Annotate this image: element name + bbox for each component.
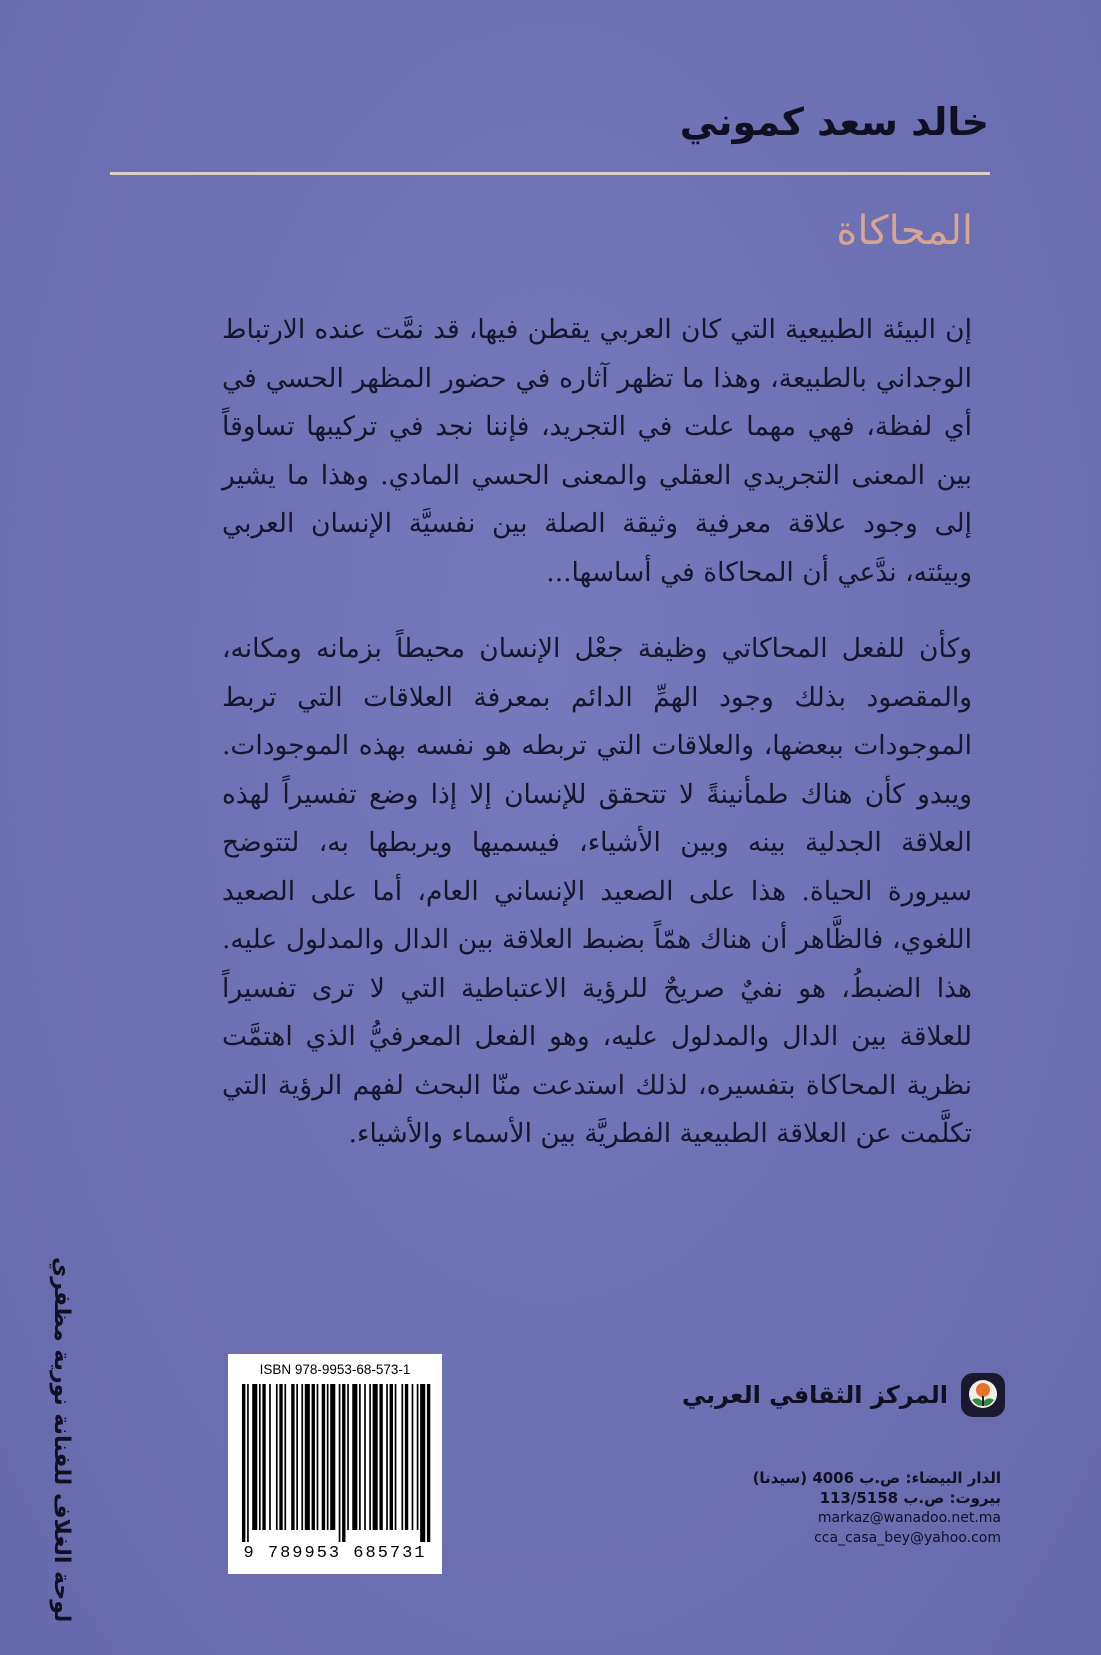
barcode-bar xyxy=(262,1384,265,1530)
barcode-bar xyxy=(412,1384,414,1530)
barcode-bar xyxy=(296,1384,298,1530)
barcode-bar xyxy=(259,1384,261,1530)
barcode-bar xyxy=(386,1384,388,1530)
barcode-bar xyxy=(359,1384,361,1530)
barcode-bar xyxy=(284,1384,286,1530)
barcode-bar xyxy=(330,1384,335,1530)
barcode-bar xyxy=(276,1384,278,1530)
barcode-bar xyxy=(420,1384,425,1542)
barcode-bar xyxy=(364,1384,366,1530)
barcode-bar xyxy=(327,1384,329,1530)
barcode-bar xyxy=(369,1384,371,1530)
barcode-bar xyxy=(401,1384,403,1530)
header-divider xyxy=(110,172,990,175)
address-casablanca: الدار البيضاء: ص.ب 4006 (سيدنا) xyxy=(752,1469,1001,1487)
publisher-brand xyxy=(682,1372,1006,1418)
barcode-bar xyxy=(242,1384,245,1542)
isbn-label: ISBN 978-9953-68-573-1 xyxy=(259,1362,411,1377)
blurb-paragraph-1: إن البيئة الطبيعية التي كان العربي يقطن فيها، قد نمَّت عنده الارتباط الوجداني بالطبيعة، وهذا ما تظهر آثاره في حضور المظهر الحسي في أي لفظة، فهي مهما علت في التجريد، فإننا نجد في تركيبها تساوقاً بين المعنى التجريدي العقلي والمعنى الحسي المادي. وهذا ما يشير إلى وجود علاقة معرفية وثيقة الصلة بين نفسيَّة الإنسان العربي وبيئته، ندَّعي أن المحاكاة في أساسها... xyxy=(222,314,972,588)
barcode-bars-icon xyxy=(242,1384,432,1542)
blurb-text xyxy=(222,306,972,1159)
cover-art-credit: لوحة الغلاف للفنانة نورية مظفري xyxy=(49,1256,74,1622)
barcode-bar xyxy=(352,1384,357,1530)
email-link-1[interactable]: markaz@wanadoo.net.ma xyxy=(817,1510,1001,1526)
author-name: خالد سعد كموني xyxy=(679,100,989,144)
barcode-bar xyxy=(291,1384,294,1530)
barcode-bar xyxy=(347,1384,349,1530)
barcode-digits: 9 789953 685731 xyxy=(243,1544,427,1563)
publisher-name: المركز الثقافي العربي xyxy=(681,1381,948,1409)
barcode-bar xyxy=(373,1384,378,1530)
barcode-bar xyxy=(312,1384,315,1530)
barcode-bar xyxy=(317,1384,319,1530)
address-beirut: بيروت: ص.ب 113/5158 xyxy=(819,1489,1001,1507)
barcode-bar xyxy=(342,1384,345,1542)
barcode-bar xyxy=(247,1384,249,1542)
barcode-bar xyxy=(339,1384,341,1542)
publisher-contact xyxy=(671,1468,1001,1548)
blurb-paragraph-2: وكأن للفعل المحاكاتي وظيفة جعْل الإنسان محيطاً بزمانه ومكانه، والمقصود بذلك وجود الهمِّ الدائم بمعرفة العلاقات التي تربط الموجودات ببعضها، والعلاقات التي تربطه هو نفسه بهذه الموجودات. ويبدو كأن هناك طمأنينةً لا تتحقق للإنسان إلا إذا وضع تفسيراً لهذه العلاقة الجدلية بينه وبين الأشياء، فيسميها ويربطها به، لتتوضح سيرورة الحياة. هذا على الصعيد الإنساني العام، أما على الصعيد اللغوي، فالظَّاهر أن هناك همّاً بضبط العلاقة بين الدال والمدلول عليه. هذا الضبطُ، هو نفيٌ صريحٌ للرؤية الاعتباطية التي لا ترى تفسيراً للعلاقة بين الدال والمدلول عليه، وهو الفعل المعرفيُّ الذي اهتمَّت نظرية المحاكاة بتفسيره، لذلك استدعت منّا البحث لفهم الرؤية التي تكلَّمت عن العلاقة الطبيعية الفطريَّة بين الأسماء والأشياء. xyxy=(222,633,972,1149)
barcode-bar xyxy=(427,1384,430,1542)
barcode-bar xyxy=(279,1384,282,1530)
barcode-bar xyxy=(417,1384,419,1530)
barcode-bar xyxy=(269,1384,271,1530)
barcode-bar xyxy=(252,1384,257,1530)
barcode-bar xyxy=(301,1384,303,1530)
barcode-bar xyxy=(395,1384,397,1530)
book-title: المحاكاة xyxy=(836,208,973,254)
barcode-bar xyxy=(379,1384,382,1530)
barcode-bar xyxy=(322,1384,325,1530)
email-link-2[interactable]: cca_casa_bey@yahoo.com xyxy=(814,1530,1001,1546)
publisher-emblem-icon xyxy=(960,1372,1006,1418)
barcode-bar xyxy=(405,1384,408,1530)
barcode-bar xyxy=(390,1384,393,1530)
barcode-bar xyxy=(305,1384,310,1530)
isbn-barcode xyxy=(228,1354,442,1574)
